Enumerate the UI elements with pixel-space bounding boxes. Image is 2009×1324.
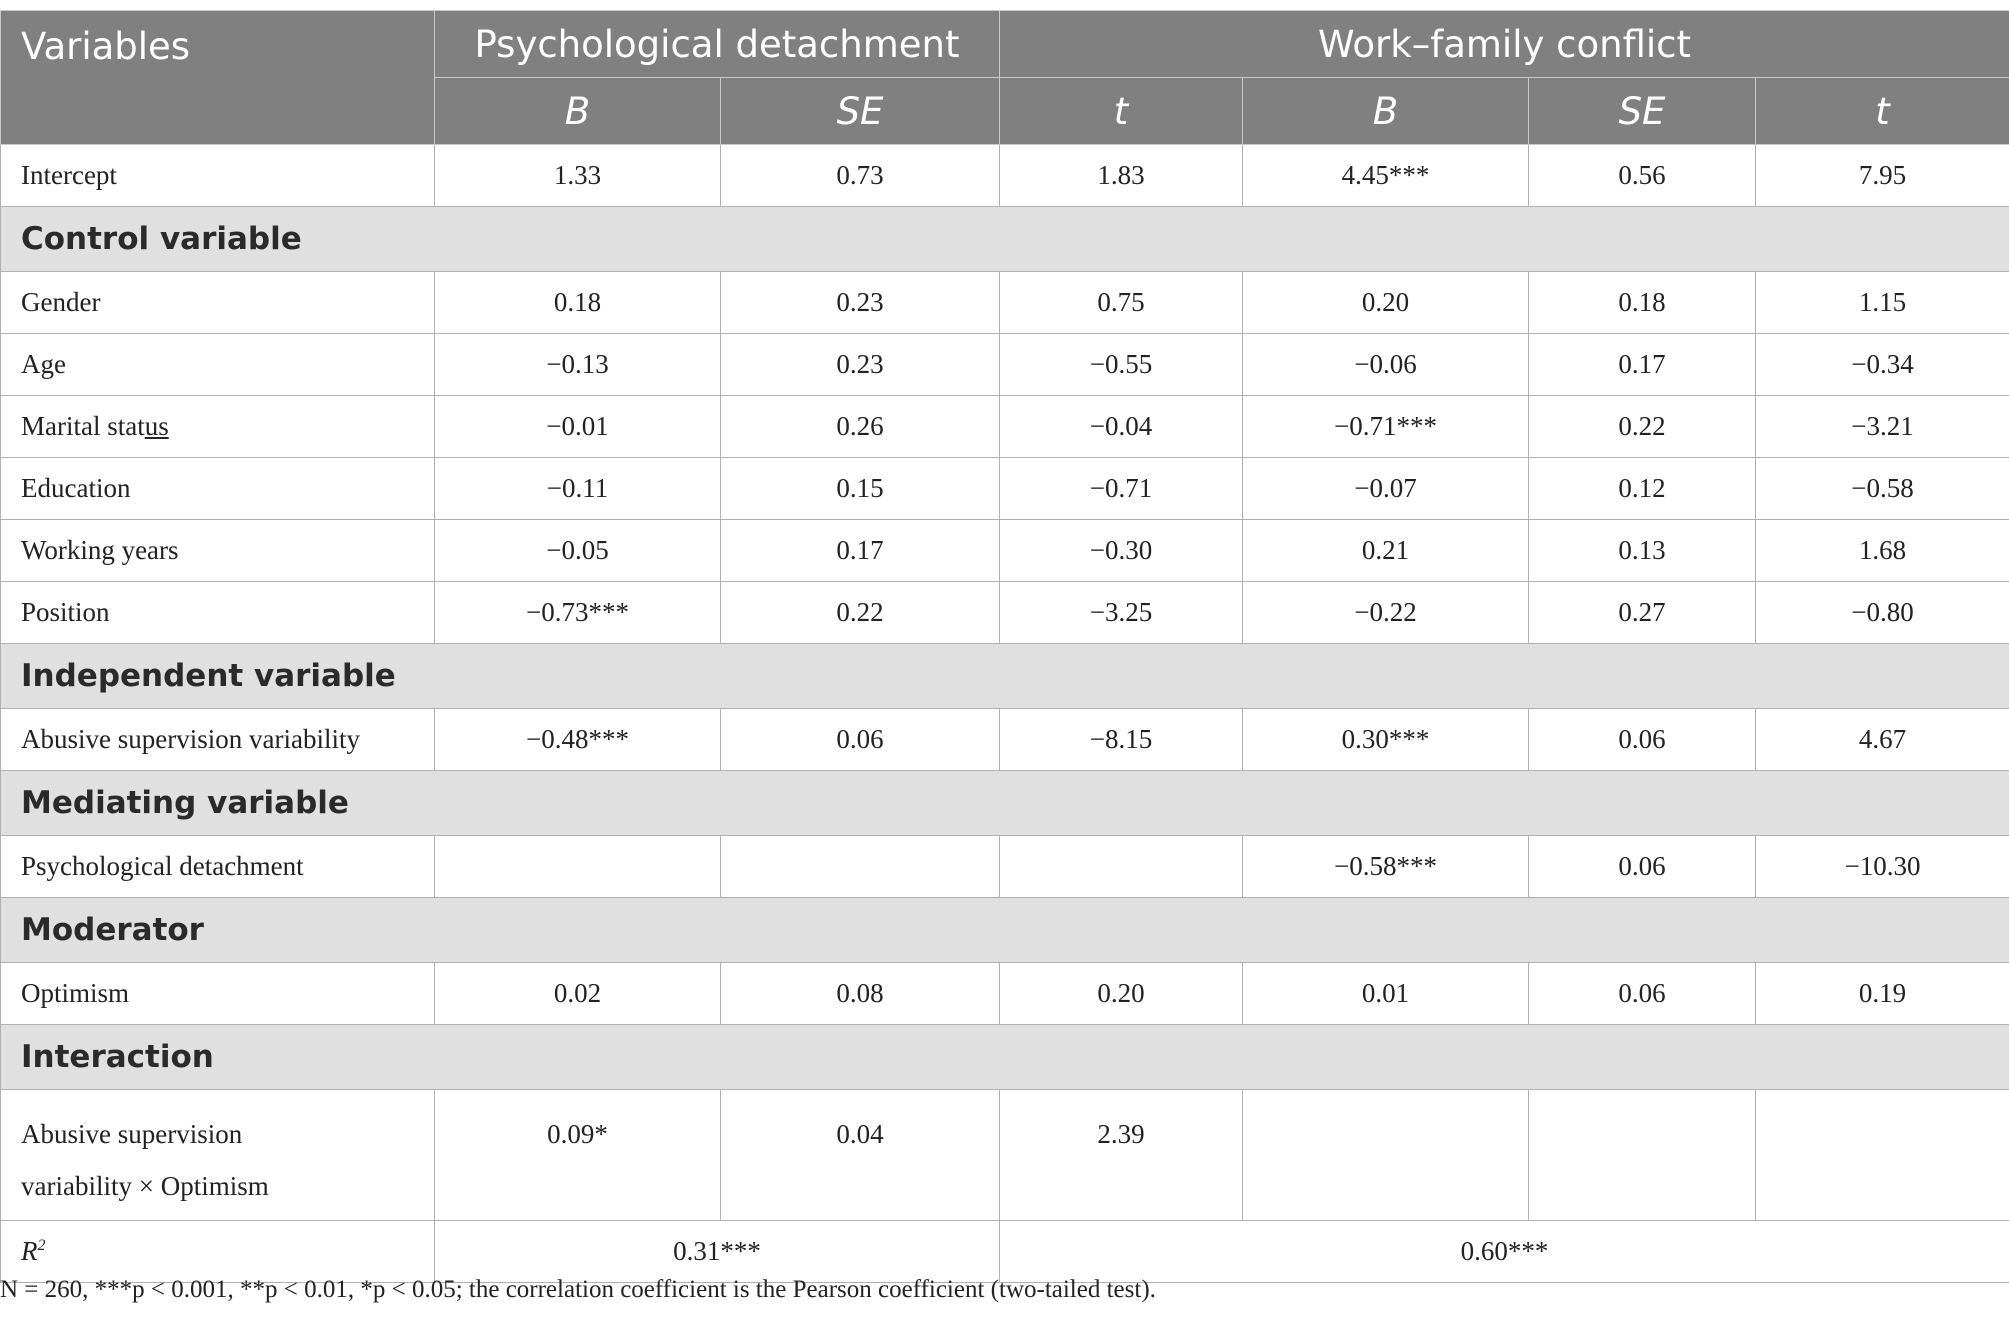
table-cell	[435, 836, 721, 898]
col-header-b: B	[1243, 78, 1529, 145]
table-cell: 0.73	[721, 145, 1000, 207]
table-cell: 0.22	[721, 582, 1000, 644]
table-cell: −0.11	[435, 458, 721, 520]
r-squared-superscript: 2	[37, 1237, 46, 1254]
table-cell: 0.06	[721, 709, 1000, 771]
section-row	[1, 898, 2009, 963]
table-cell: −0.05	[435, 520, 721, 582]
table-cell: 0.23	[721, 334, 1000, 396]
section-row	[1, 1025, 2009, 1090]
table-row	[1, 272, 2009, 334]
table-row	[1, 582, 2009, 644]
table-cell: −0.73***	[435, 582, 721, 644]
table-cell: 1.68	[1756, 520, 2009, 582]
col-header-b: B	[435, 78, 721, 145]
table-footnote: N = 260, ***p < 0.001, **p < 0.01, *p < 0.05; the correlation coefficient is the Pearson coefficient (two-tailed test).	[0, 1276, 1156, 1303]
table-cell: −0.58	[1756, 458, 2009, 520]
table-row	[1, 520, 2009, 582]
table-cell: −0.22	[1243, 582, 1529, 644]
table-cell: −0.48***	[435, 709, 721, 771]
section-row	[1, 207, 2009, 272]
table-cell: 2.39	[1000, 1090, 1243, 1221]
table-cell: 0.06	[1529, 963, 1756, 1025]
table-cell	[1756, 1090, 2009, 1221]
table-cell: −3.21	[1756, 396, 2009, 458]
table-cell	[1000, 836, 1243, 898]
table-cell: 0.01	[1243, 963, 1529, 1025]
table-row	[1, 396, 2009, 458]
table-row	[1, 1090, 2009, 1221]
table-cell: 0.15	[721, 458, 1000, 520]
table-cell: 0.20	[1243, 272, 1529, 334]
table-cell: 0.27	[1529, 582, 1756, 644]
row-label: Working years	[1, 520, 435, 582]
table-cell: 0.06	[1529, 709, 1756, 771]
table-cell: −10.30	[1756, 836, 2009, 898]
table-cell: 0.09*	[435, 1090, 721, 1221]
row-label: Optimism	[1, 963, 435, 1025]
col-header-t: t	[1756, 78, 2009, 145]
table-cell: 0.12	[1529, 458, 1756, 520]
section-header: Interaction	[1, 1025, 2009, 1090]
table-cell: 0.18	[1529, 272, 1756, 334]
table-cell	[721, 836, 1000, 898]
table-cell: 0.23	[721, 272, 1000, 334]
row-label: Education	[1, 458, 435, 520]
section-header: Mediating variable	[1, 771, 2009, 836]
section-header: Control variable	[1, 207, 2009, 272]
table-cell	[1243, 1090, 1529, 1221]
table-cell: −0.71***	[1243, 396, 1529, 458]
table-cell: 0.13	[1529, 520, 1756, 582]
row-label: Psychological detachment	[1, 836, 435, 898]
table-cell: 0.75	[1000, 272, 1243, 334]
table-cell: 0.21	[1243, 520, 1529, 582]
row-label	[1, 1090, 435, 1221]
table-cell: 0.26	[721, 396, 1000, 458]
row-label	[1, 396, 435, 458]
table-cell: −0.71	[1000, 458, 1243, 520]
table-row	[1, 1221, 2009, 1283]
table-cell: 0.02	[435, 963, 721, 1025]
row-label: Abusive supervision variability	[1, 709, 435, 771]
table-cell: −0.30	[1000, 520, 1243, 582]
row-label	[1, 1221, 435, 1283]
table-row	[1, 963, 2009, 1025]
table-cell: −0.80	[1756, 582, 2009, 644]
col-header-t: t	[1000, 78, 1243, 145]
table-row	[1, 334, 2009, 396]
row-label-line: variability × Optimism	[21, 1171, 269, 1201]
col-header-se: SE	[1529, 78, 1756, 145]
table-cell: −0.34	[1756, 334, 2009, 396]
table-cell: 0.17	[721, 520, 1000, 582]
table-cell: 0.17	[1529, 334, 1756, 396]
psych-detachment-header: Psychological detachment	[435, 11, 1000, 78]
r-squared-label: R	[21, 1236, 38, 1266]
table-cell: 4.45***	[1243, 145, 1529, 207]
table-cell: 7.95	[1756, 145, 2009, 207]
col-header-se: SE	[721, 78, 1000, 145]
table-cell: 1.33	[435, 145, 721, 207]
table-cell: 0.56	[1529, 145, 1756, 207]
table-cell: 0.04	[721, 1090, 1000, 1221]
table-cell: 0.60***	[1000, 1221, 2009, 1283]
table-cell	[1529, 1090, 1756, 1221]
table-cell: 0.22	[1529, 396, 1756, 458]
table-cell: −0.06	[1243, 334, 1529, 396]
table-row	[1, 145, 2009, 207]
header-row-groups	[1, 11, 2009, 78]
table-cell: 1.83	[1000, 145, 1243, 207]
table-cell: 1.15	[1756, 272, 2009, 334]
table-cell: −0.07	[1243, 458, 1529, 520]
table-cell: 0.20	[1000, 963, 1243, 1025]
table-cell: −0.58***	[1243, 836, 1529, 898]
table-cell: −8.15	[1000, 709, 1243, 771]
table-cell: −0.01	[435, 396, 721, 458]
table-cell: 0.06	[1529, 836, 1756, 898]
row-label: Gender	[1, 272, 435, 334]
table-cell: 0.08	[721, 963, 1000, 1025]
table-cell: 0.18	[435, 272, 721, 334]
row-label: Intercept	[1, 145, 435, 207]
work-family-conflict-header: Work–family conflict	[1000, 11, 2009, 78]
row-label: Age	[1, 334, 435, 396]
table-cell: 0.30***	[1243, 709, 1529, 771]
table-cell: −0.55	[1000, 334, 1243, 396]
table-cell: 4.67	[1756, 709, 2009, 771]
variables-header: Variables	[1, 11, 435, 145]
row-label-text-underlined: us	[144, 411, 169, 441]
table-cell: 0.19	[1756, 963, 2009, 1025]
table-cell: −3.25	[1000, 582, 1243, 644]
table-row	[1, 709, 2009, 771]
table-row	[1, 458, 2009, 520]
section-header: Moderator	[1, 898, 2009, 963]
table-cell: −0.13	[435, 334, 721, 396]
table-cell: 0.31***	[435, 1221, 1000, 1283]
row-label-text: Marital stat	[21, 411, 145, 441]
table-cell: −0.04	[1000, 396, 1243, 458]
section-row	[1, 771, 2009, 836]
regression-table	[0, 10, 2009, 1283]
row-label-line: Abusive supervision	[21, 1119, 243, 1149]
section-row	[1, 644, 2009, 709]
row-label: Position	[1, 582, 435, 644]
section-header: Independent variable	[1, 644, 2009, 709]
table-row	[1, 836, 2009, 898]
